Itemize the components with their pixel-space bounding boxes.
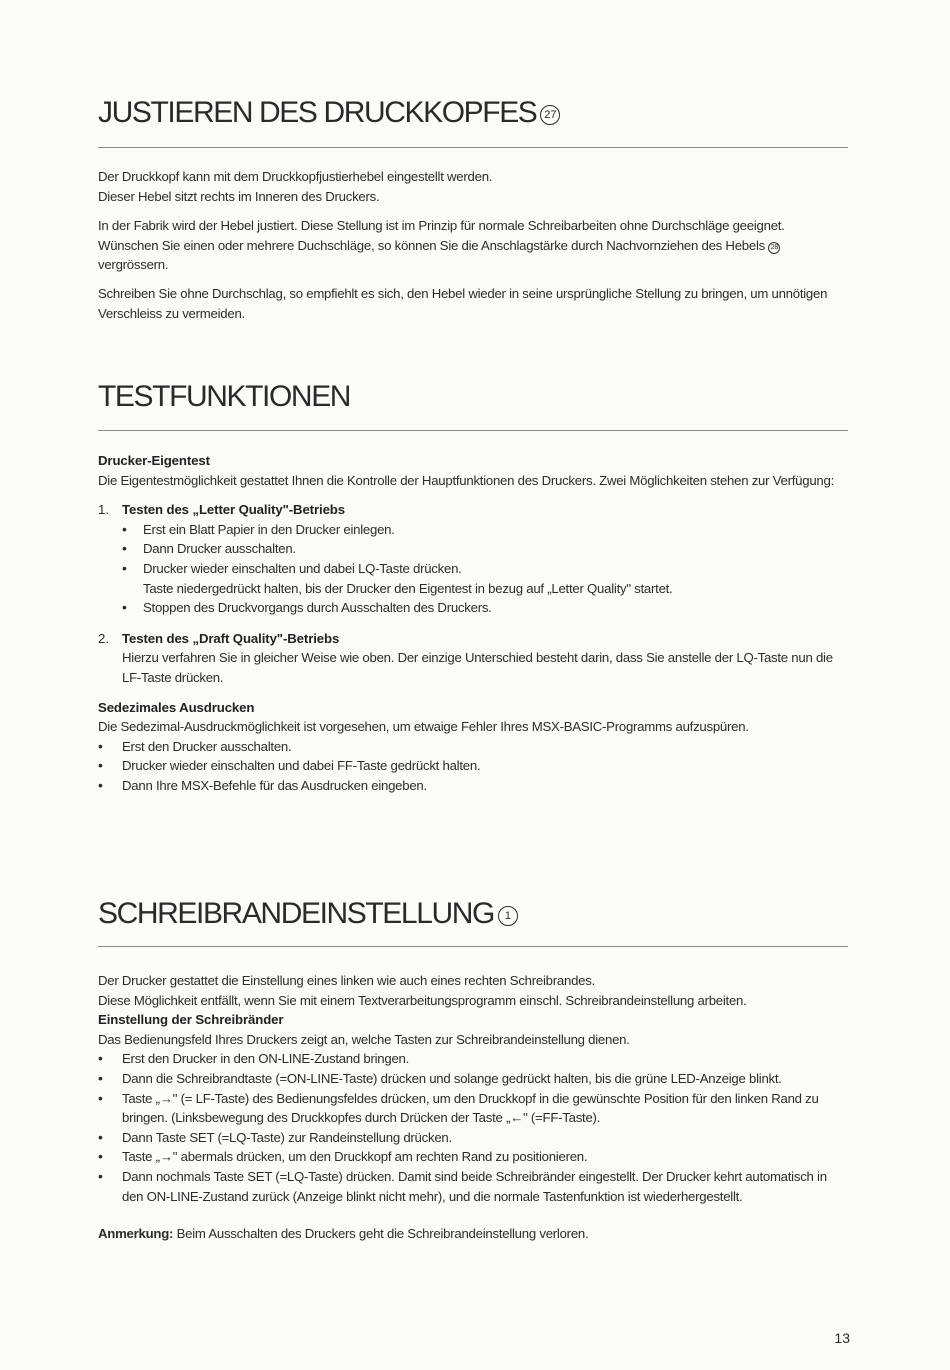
item-title: Testen des „Letter Quality"-Betriebs xyxy=(122,502,345,518)
list-item: • Taste „→" (= LF-Taste) des Bedienungsfeldes drücken, um den Druckkopf in die gewünschte Position für den linken Rand zu bringen. (Linksbewegung des Druckkopfes durch Drücken der Taste „←" (=FF-Taste). xyxy=(98,1089,819,1126)
paragraph: Der Druckkopf kann mit dem Druckkopfjustierhebel eingestellt werden. xyxy=(98,169,493,184)
reference-circle-27: 27 xyxy=(540,105,560,125)
reference-circle-1: 1 xyxy=(498,906,518,926)
list-item: • Drucker wieder einschalten und dabei LQ-Taste drücken. Taste niedergedrückt halten, bis der Drucker den Eigentest in bezug auf „Letter Quality" startet. xyxy=(122,559,673,596)
section3-body xyxy=(98,971,848,1244)
paragraph: Die Sedezimal-Ausdruckmöglichkeit ist vorgesehen, um etwaige Fehler Ihres MSX-BASIC-Programms aufzuspüren. xyxy=(98,719,749,735)
subheading: Sedezimales Ausdrucken xyxy=(98,699,255,715)
paragraph: In der Fabrik wird der Hebel justiert. Diese Stellung ist im Prinzip für normale Schreibarbeiten ohne Durchschläge geeignet. Wünschen Sie einen oder mehrere Duchschläge, so können Sie die Anschlagstärke durch Nachvornziehen des Hebels 28 vergrössern. xyxy=(98,218,785,273)
list-item: • Stoppen des Druckvorgangs durch Ausschalten des Druckers. xyxy=(122,599,492,616)
paragraph: Schreiben Sie ohne Durchschlag, so empfiehlt es sich, den Hebel wieder in seine ursprüngliche Stellung zu bringen, um unnötigen Verschleiss zu vermeiden. xyxy=(98,285,828,321)
section-title-schreibrandeinstellung: SCHREIBRANDEINSTELLUNG 1 xyxy=(98,897,518,931)
divider xyxy=(98,946,848,947)
subheading: Einstellung der Schreibränder xyxy=(98,1012,284,1028)
page-number: 13 xyxy=(834,1330,850,1346)
paragraph: Die Eigentestmöglichkeit gestattet Ihnen die Kontrolle der Hauptfunktionen des Druckers. Zwei Möglichkeiten stehen zur Verfügung: xyxy=(98,472,834,488)
list-item: • Erst den Drucker in den ON-LINE-Zustand bringen. xyxy=(98,1050,410,1067)
section-title-justieren: JUSTIEREN DES DRUCKKOPFES 27 xyxy=(98,96,560,130)
numbered-item-2: 2. Testen des „Draft Quality"-Betriebs Hierzu verfahren Sie in gleicher Weise wie oben. Der einzige Unterschied besteht darin, dass Sie anstelle der LQ-Taste nun die LF-Taste drücken. xyxy=(98,629,848,688)
list-item: • Taste „→" abermals drücken, um den Druckkopf am rechten Rand zu positionieren. xyxy=(98,1148,588,1165)
list-item: • Erst den Drucker ausschalten. xyxy=(98,737,292,754)
divider xyxy=(98,430,848,431)
subheading: Drucker-Eigentest xyxy=(98,453,210,468)
paragraph: Hierzu verfahren Sie in gleicher Weise wie oben. Der einzige Unterschied besteht darin, dass Sie anstelle der LQ-Taste nun die LF-Taste drücken. xyxy=(122,650,833,685)
reference-circle-28: 28 xyxy=(768,242,780,254)
list-item: • Dann Taste SET (=LQ-Taste) zur Randeinstellung drücken. xyxy=(98,1128,452,1145)
divider xyxy=(98,147,848,148)
bullet-list xyxy=(98,1049,848,1206)
note: Anmerkung: Beim Ausschalten des Druckers geht die Schreibrandeinstellung verloren. xyxy=(98,1226,589,1242)
paragraph: Dieser Hebel sitzt rechts im Inneren des Druckers. xyxy=(98,188,380,204)
section2-body xyxy=(98,451,848,796)
section1-body xyxy=(98,167,848,323)
paragraph: Der Drucker gestattet die Einstellung eines linken wie auch eines rechten Schreibrandes. xyxy=(98,973,595,988)
list-item: • Dann die Schreibrandtaste (=ON-LINE-Taste) drücken und solange gedrückt halten, bis die grüne LED-Anzeige blinkt. xyxy=(98,1069,782,1086)
bullet-list xyxy=(98,737,848,796)
note-label: Anmerkung: xyxy=(98,1226,174,1242)
numbered-item-1: 1. Testen des „Letter Quality"-Betriebs • Erst ein Blatt Papier in den Drucker einlegen. • Dann Drucker ausschalten. • Drucker wieder einschalten und dabei LQ-Taste drücken. Taste niedergedrückt halten, bis der Drucker den Eigentest in bezug auf „Letter Quality" startet. • Stoppen des Druckvorgangs durch Ausschalten des Druckers. xyxy=(98,500,848,618)
list-item: • Dann Ihre MSX-Befehle für das Ausdrucken eingeben. xyxy=(98,776,427,793)
list-item: • Erst ein Blatt Papier in den Drucker einlegen. xyxy=(122,520,395,537)
bullet-list xyxy=(122,520,848,618)
list-item: • Drucker wieder einschalten und dabei FF-Taste gedrückt halten. xyxy=(98,757,481,774)
list-item: • Dann nochmals Taste SET (=LQ-Taste) drücken. Damit sind beide Schreibränder eingestellt. Der Drucker kehrt automatisch in den ON-LINE-Zustand zurück (Anzeige blinkt nicht mehr), und die normale Tastenfunktion ist wiederhergestellt. xyxy=(98,1167,827,1204)
item-title: Testen des „Draft Quality"-Betriebs xyxy=(122,630,340,646)
list-item: • Dann Drucker ausschalten. xyxy=(122,540,296,557)
paragraph: Diese Möglichkeit entfällt, wenn Sie mit einem Textverarbeitungsprogramm einschl. Schreibrandeinstellung arbeiten. xyxy=(98,992,747,1008)
paragraph: Das Bedienungsfeld Ihres Druckers zeigt an, welche Tasten zur Schreibrandeinstellung dienen. xyxy=(98,1031,630,1047)
section-title-testfunktionen: TESTFUNKTIONEN xyxy=(98,380,351,413)
